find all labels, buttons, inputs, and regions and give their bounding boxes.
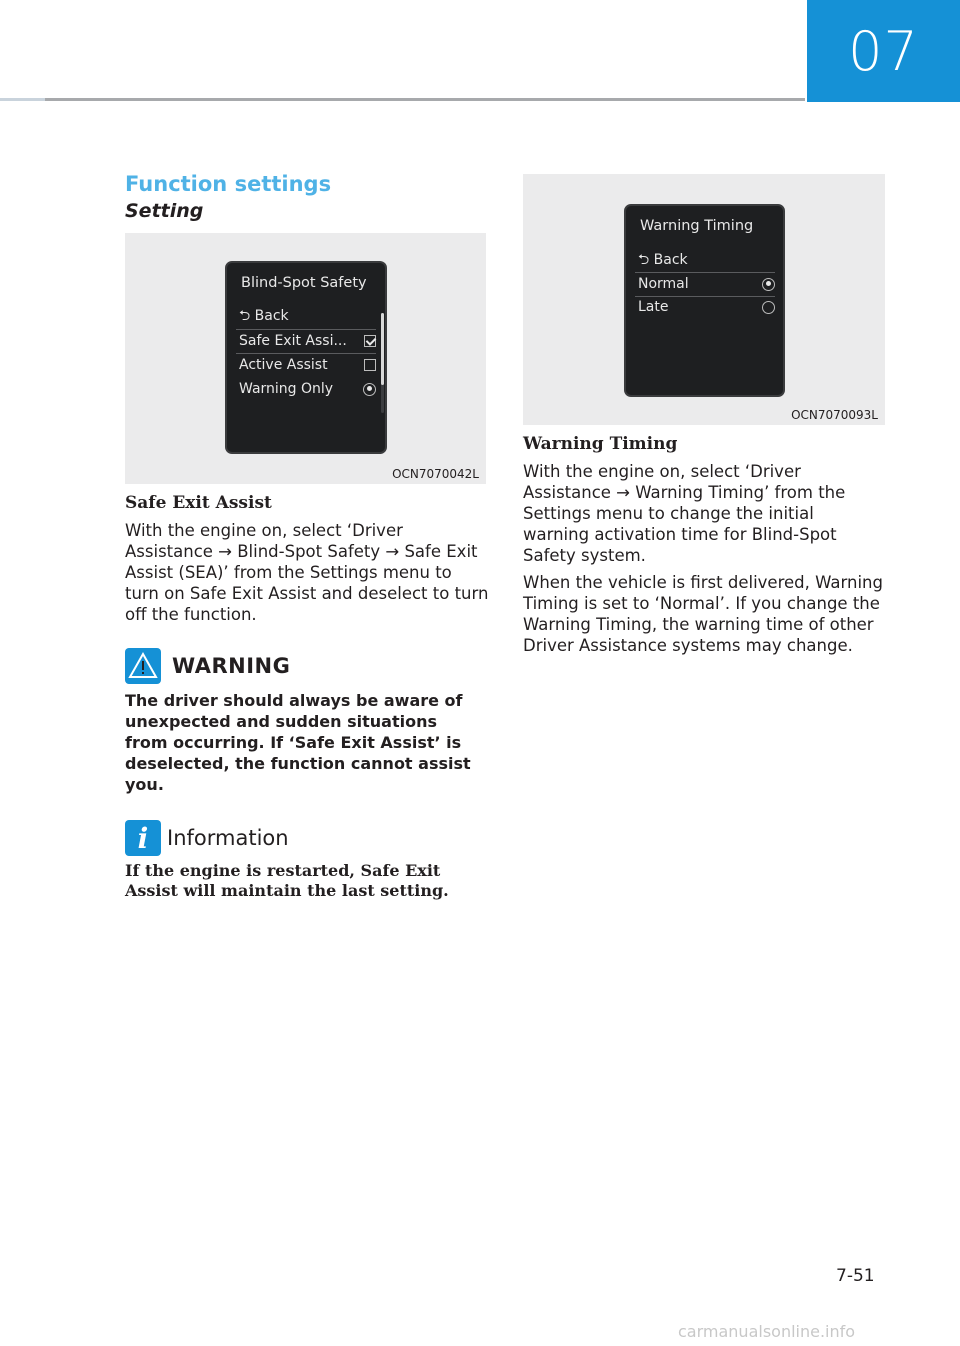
menu-item-active-assist [236,354,376,376]
menu-item-late [635,296,775,318]
figure-code: OCN7070093L [791,408,878,422]
chapter-tab: 07 [807,0,960,102]
warning-title: WARNING [172,654,291,678]
cluster-screen [624,204,785,397]
menu-item-warning-only [236,378,376,400]
heading-warning-timing: Warning Timing [523,434,678,454]
menu-item-label: Safe Exit Assi... [239,333,347,349]
menu-back [236,306,376,328]
figure-blind-spot-safety [125,233,486,484]
scrollbar-thumb [381,313,384,385]
back-label: ⮌ Back [638,252,688,268]
menu-item-label: Active Assist [239,357,328,373]
screen-title: Warning Timing [640,218,754,234]
warning-timing-text-1: With the engine on, select ‘Driver Assistance → Warning Timing’ from the Settings menu to change the initial warning activation time for Blind-Spot Safety system. [523,462,846,565]
warning-text: The driver should always be aware of unexpected and sudden situations from occurring. If ‘Safe Exit Assist’ is deselected, the function cannot assist you. [125,691,471,794]
header-rule [0,98,805,101]
cluster-screen [225,261,387,454]
information-title: Information [167,826,289,850]
checkbox-checked-icon [364,335,376,347]
menu-item-label: Late [638,299,669,315]
warning-header [125,648,290,684]
screen-title: Blind-Spot Safety [241,275,367,291]
menu-item-normal [635,273,775,295]
radio-selected-icon [762,278,775,291]
warning-triangle-icon [125,648,161,684]
menu-item-label: Normal [638,276,689,292]
watermark: carmanualsonline.info [678,1322,856,1341]
info-icon: i [125,820,161,856]
back-label: ⮌ Back [239,308,289,324]
page-number: 7-51 [836,1266,875,1286]
section-subtitle: Setting [125,200,204,222]
section-title: Function settings [125,172,332,196]
radio-empty-icon [762,301,775,314]
information-text: If the engine is restarted, Safe Exit Assist will maintain the last setting. [125,861,449,900]
heading-safe-exit-assist: Safe Exit Assist [125,493,272,513]
radio-selected-icon [363,383,376,396]
figure-warning-timing [523,174,885,425]
information-header [125,820,289,856]
menu-item-safe-exit-assist [236,330,376,352]
figure-code: OCN7070042L [392,467,479,481]
safe-exit-text: With the engine on, select ‘Driver Assistance → Blind-Spot Safety → Safe Exit Assist (SEA)’ from the Settings menu to turn on Safe Exit Assist and deselect to turn off the function. [125,521,489,624]
menu-back [635,250,775,272]
checkbox-empty-icon [364,359,376,371]
header-rule-accent [0,98,45,101]
warning-timing-text-2: When the vehicle is first delivered, Warning Timing is set to ‘Normal’. If you change the Warning Timing, the warning time of other Driver Assistance systems may change. [523,573,883,655]
menu-item-label: Warning Only [239,381,334,397]
